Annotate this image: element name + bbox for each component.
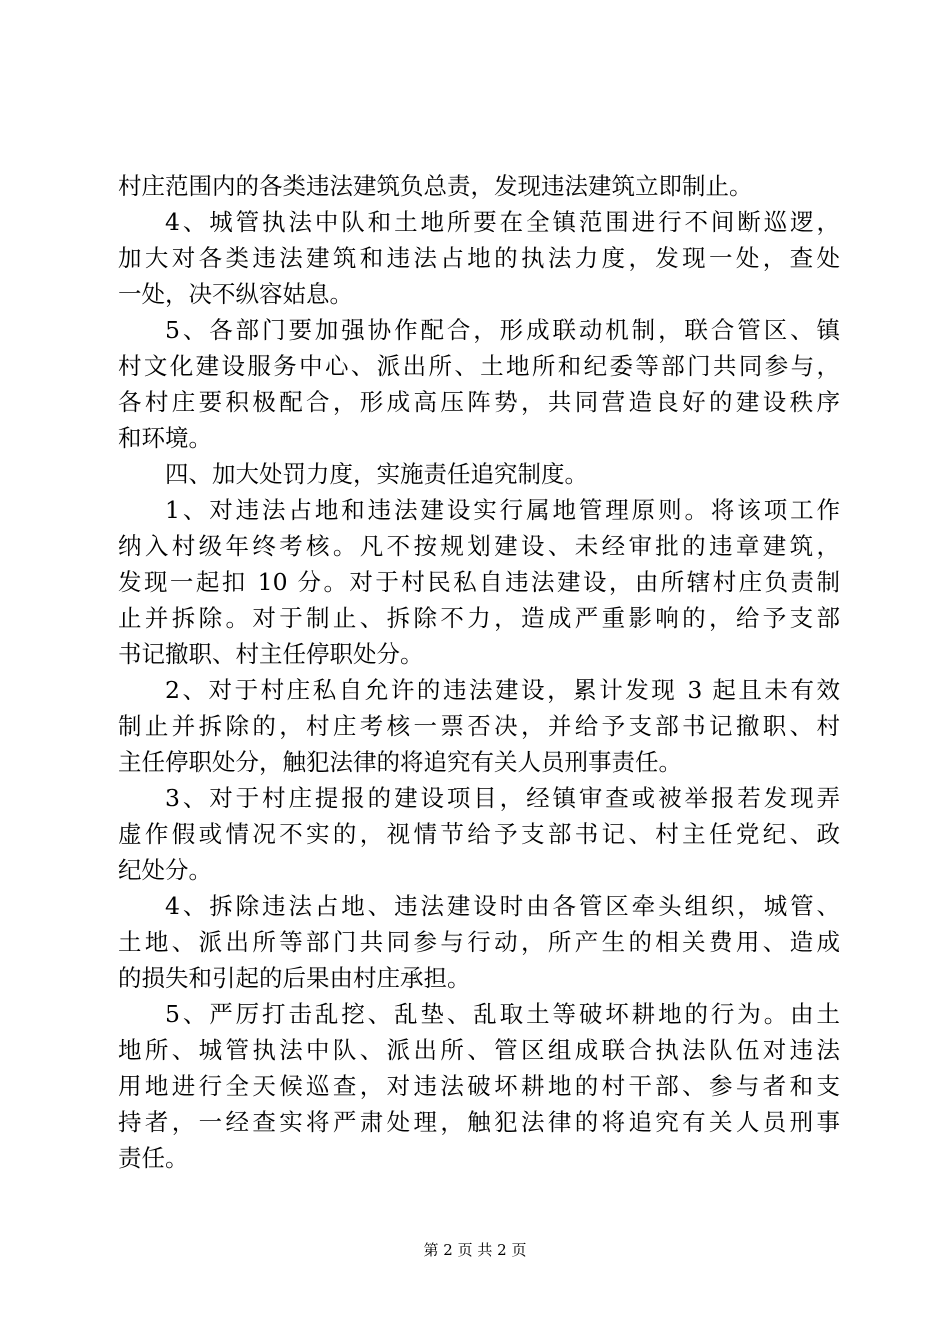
text-line: 2、对于村庄私自允许的违法建设，累计发现 3 起且未有效: [165, 676, 840, 704]
text-line: 制止并拆除的，村庄考核一票否决，并给予支部书记撤职、村: [118, 712, 840, 740]
text-line: 虚作假或情况不实的，视情节给予支部书记、村主任党纪、政: [118, 820, 840, 848]
text-line: 纪处分。: [118, 856, 212, 884]
text-line: 1、对违法占地和违法建设实行属地管理原则。将该项工作: [165, 496, 840, 524]
text-line: 和环境。: [118, 424, 212, 452]
text-line: 的损失和引起的后果由村庄承担。: [118, 964, 471, 992]
text-line: 书记撤职、村主任停职处分。: [118, 640, 424, 668]
text-line: 4、城管执法中队和土地所要在全镇范围进行不间断巡逻，: [165, 208, 840, 236]
text-line: 止并拆除。对于制止、拆除不力，造成严重影响的，给予支部: [118, 604, 840, 632]
text-line: 加大对各类违法建筑和违法占地的执法力度，发现一处，查处: [118, 244, 840, 272]
text-line: 3、对于村庄提报的建设项目，经镇审查或被举报若发现弄: [165, 784, 840, 812]
text-line: 纳入村级年终考核。凡不按规划建设、未经审批的违章建筑，: [118, 532, 840, 560]
text-line: 地所、城管执法中队、派出所、管区组成联合执法队伍对违法: [118, 1036, 840, 1064]
text-line: 村文化建设服务中心、派出所、土地所和纪委等部门共同参与，: [118, 352, 840, 380]
text-line: 持者，一经查实将严肃处理，触犯法律的将追究有关人员刑事: [118, 1108, 840, 1136]
text-line: 4、拆除违法占地、违法建设时由各管区牵头组织，城管、: [165, 892, 840, 920]
text-line: 四、加大处罚力度，实施责任追究制度。: [165, 460, 588, 488]
text-line: 责任。: [118, 1144, 189, 1172]
document-body: [118, 168, 840, 1176]
text-line: 用地进行全天候巡查，对违法破坏耕地的村干部、参与者和支: [118, 1072, 840, 1100]
text-line: 5、严厉打击乱挖、乱垫、乱取土等破坏耕地的行为。由土: [165, 1000, 840, 1028]
text-line: 一处，决不纵容姑息。: [118, 280, 353, 308]
text-line: 土地、派出所等部门共同参与行动，所产生的相关费用、造成: [118, 928, 840, 956]
text-line: 村庄范围内的各类违法建筑负总责，发现违法建筑立即制止。: [118, 172, 753, 200]
text-line: 各村庄要积极配合，形成高压阵势，共同营造良好的建设秩序: [118, 388, 840, 416]
text-line: 发现一起扣 10 分。对于村民私自违法建设，由所辖村庄负责制: [118, 568, 840, 596]
text-line: 主任停职处分，触犯法律的将追究有关人员刑事责任。: [118, 748, 682, 776]
page-footer: 第 2 页 共 2 页: [423, 1241, 527, 1259]
text-line: 5、各部门要加强协作配合，形成联动机制，联合管区、镇: [165, 316, 840, 344]
